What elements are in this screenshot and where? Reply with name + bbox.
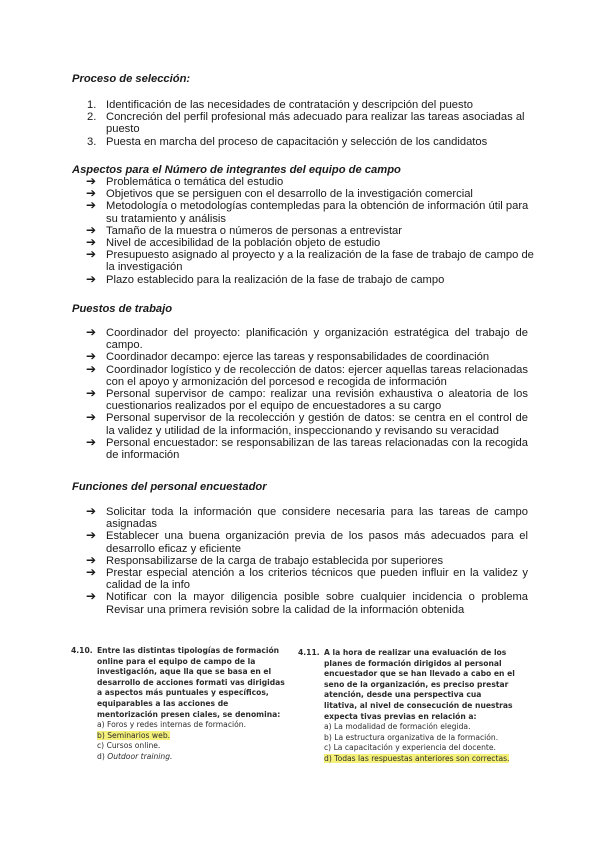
arrow-icon: ➔ [86,361,97,376]
arrow-icon: ➔ [86,386,97,401]
list-item: 2. Concreción del perfil profesional más adecuado para realizar las tareas asociadas al puesto [87,111,525,136]
list-item: ➔ Notificar con la mayor diligencia posible sobre cualquier incidencia o problema Revisar una primera revisión sobre la calidad de la información obtenida [86,589,528,616]
list-item: ➔ Coordinador decampo: ejerce las tareas y responsabilidades de coordinación [86,349,490,364]
section-title-seleccion: Proceso de selección: [72,73,191,85]
seleccion-list [72,99,532,148]
option-b: b) La estructura organizativa de la formación. [324,732,499,742]
option-c: c) Cursos online. [97,741,161,751]
arrow-icon: ➔ [86,589,97,604]
arrow-icon: ➔ [86,552,97,567]
puestos-list [72,327,528,461]
arrow-icon: ➔ [86,565,97,580]
arrow-icon: ➔ [86,174,97,188]
list-item: ➔ Coordinador del proyecto: planificación y organización estratégica del trabajo de campo. [86,325,528,352]
highlight-mark: b) Seminarios web. [97,730,171,740]
list-item: 1. Identificación de las necesidades de contratación y descripción del puesto [87,99,473,111]
question-4-11 [298,648,516,765]
list-item: ➔ Prestar especial atención a los criterios técnicos que pueden influir en la validez y calidad de la info [86,565,528,592]
list-item: ➔ Tamaño de la muestra o números de personas a entrevistar [86,222,403,237]
arrow-icon: ➔ [86,198,97,213]
list-item: ➔ Presupuesto asignado al proyecto y a la realización de la fase de trabajo de campo de la investigación [86,247,534,274]
list-item: ➔ Personal supervisor de campo: realizar una revisión exhaustiva o aleatoria de los cuestionarios realizados por el equipo de encuestadores a su cargo [86,386,528,413]
arrow-icon: ➔ [86,235,97,250]
question-number: 4.11. [298,648,320,657]
list-item: ➔ Solicitar toda la información que considere necesaria para las tareas de campo asignadas [86,504,528,531]
arrow-icon: ➔ [86,186,97,201]
arrow-icon: ➔ [86,349,97,364]
arrow-icon: ➔ [86,222,97,237]
section-title-aspectos: Aspectos para el Número de integrantes del equipo de campo [72,164,401,176]
option-c: c) La capacitación y experiencia del docente. [324,743,496,753]
option-d [324,754,516,765]
list-item: ➔ Establecer una buena organización previa de los pasos más adecuados para el desarrollo eficaz y eficiente [86,528,528,555]
list-item: 3. Puesta en marcha del proceso de capacitación y selección de los candidatos [87,135,488,148]
option-a: a) La modalidad de formación elegida. [324,722,471,732]
question-options [71,720,286,762]
option-a: a) Foros y redes internas de formación. [97,720,246,730]
option-d: d) Outdoor training. [97,751,173,761]
arrow-icon: ➔ [86,434,97,449]
arrow-icon: ➔ [86,528,97,543]
list-item: ➔ Coordinador logístico y de recolección de datos: ejercer aquellas tareas relacionadas con el apoyo y armonización del porcesod e recogida de información [86,361,528,388]
list-item: ➔ Responsabilizarse de la carga de trabajo establecida por superiores [86,552,444,567]
arrow-icon: ➔ [86,271,97,286]
question-text: Entre las distintas tipologías de formación online para el equipo de campo de la investigación, aque lla que se basa en el desarrollo de acciones formati vas dirigidas a aspectos más puntuales y específicos, equiparables a las acciones de mentorización presen ciales, se denomina: [97,646,285,719]
section-title-funciones: Funciones del personal encuestador [72,481,267,493]
arrow-icon: ➔ [86,247,97,262]
aspectos-list [72,176,534,286]
arrow-icon: ➔ [86,410,97,425]
list-item: ➔ Personal supervisor de la recolección y gestión de datos: se centra en el control de la validez y utilidad de la información, inspeccionando y revisando su veracidad [86,410,528,437]
list-item: ➔ Objetivos que se persiguen con el desarrollo de la investigación comercial [86,186,473,201]
question-options [298,722,516,764]
option-b [97,731,286,742]
funciones-list [72,506,528,616]
question-number: 4.10. [71,646,93,655]
list-item: ➔ Plazo establecido para la realización de la fase de trabajo de campo [86,271,445,286]
section-title-puestos: Puestos de trabajo [72,303,173,315]
list-item: ➔ Problemática o temática del estudio [86,174,284,188]
list-item: ➔ Nivel de accesibilidad de la población objeto de estudio [86,235,381,250]
list-item: ➔ Personal encuestador: se responsabilizan de las tareas relacionadas con la recogida de información [86,434,528,462]
list-item: ➔ Metodología o metodologías contempledas para la obtención de información útil para su tratamiento y análisis [86,198,529,225]
arrow-icon: ➔ [86,325,97,339]
highlight-mark: d) Todas las respuestas anteriores son correctas. [324,753,510,763]
arrow-icon: ➔ [86,504,97,518]
question-text: A la hora de realizar una evaluación de los planes de formación dirigidos al personal encuestador que se han llevado a cabo en el seno de la organización, es preciso prestar atención, desde una perspectiva cua litativa, al nivel de consecución de nuestras expecta tivas previas en relación a: [324,648,515,721]
question-4-10 [71,646,286,763]
